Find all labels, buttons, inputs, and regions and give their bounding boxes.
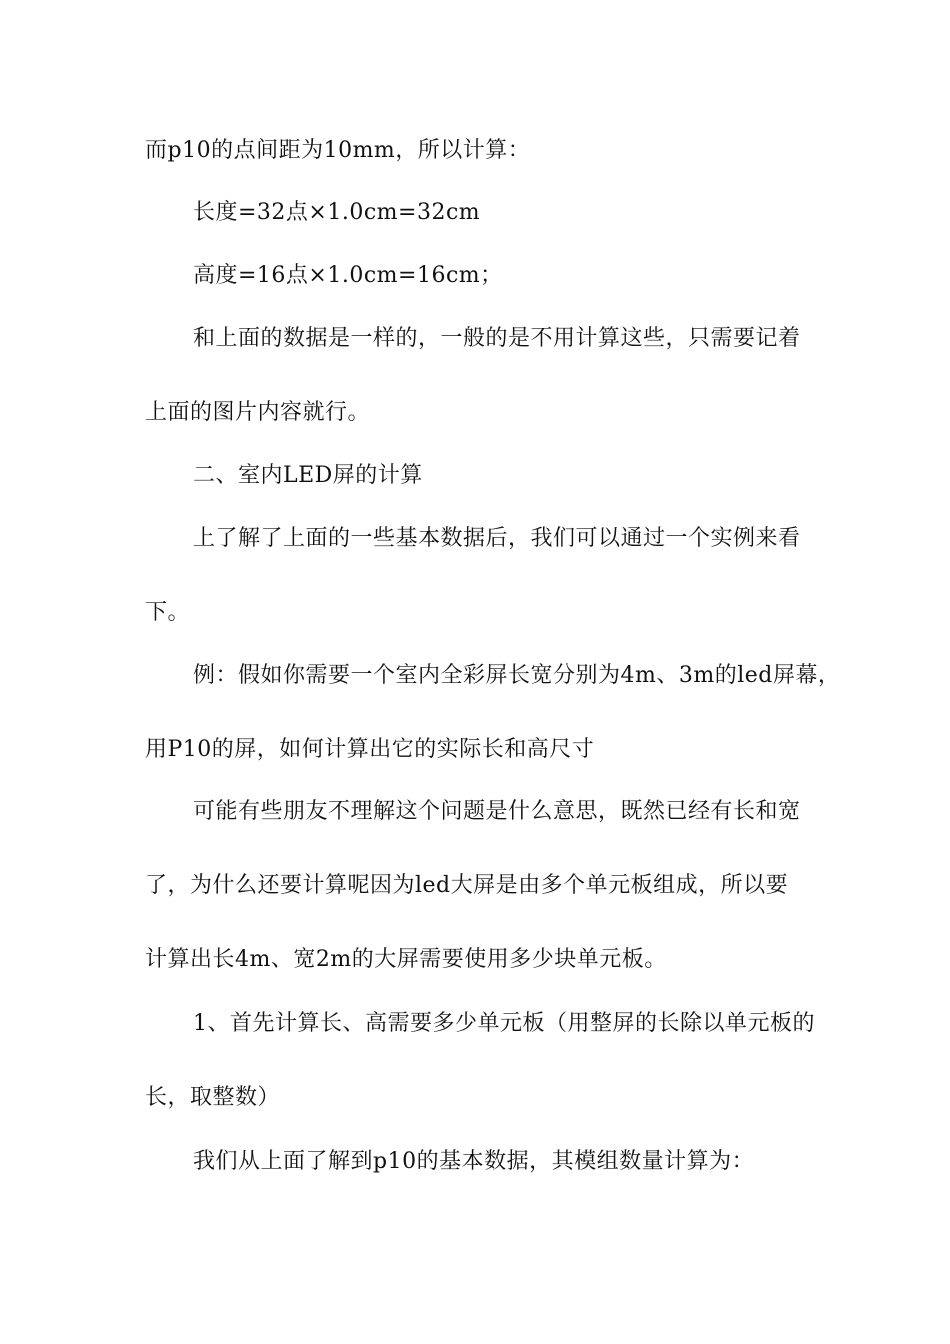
- paragraph-line: 和上面的数据是一样的，一般的是不用计算这些，只需要记着: [193, 326, 801, 351]
- paragraph-line: 下。: [145, 600, 191, 625]
- paragraph-line: 我们从上面了解到p10的基本数据，其模组数量计算为：: [193, 1149, 755, 1174]
- paragraph-line: 而p10的点间距为10mm，所以计算：: [145, 138, 531, 163]
- paragraph-line: 可能有些朋友不理解这个问题是什么意思，既然已经有长和宽: [193, 799, 801, 824]
- paragraph-line: 例：假如你需要一个室内全彩屏长宽分别为4m、3m的led屏幕，: [193, 663, 841, 688]
- paragraph-line: 计算出长4m、宽2m的大屏需要使用多少块单元板。: [145, 947, 667, 972]
- paragraph-line: 了，为什么还要计算呢因为led大屏是由多个单元板组成，所以要: [145, 873, 789, 898]
- section-heading: 二、室内LED屏的计算: [193, 463, 423, 488]
- paragraph-line: 用P10的屏，如何计算出它的实际长和高尺寸: [145, 737, 595, 762]
- formula-length: 长度=32点×1.0cm=32cm: [193, 200, 481, 225]
- paragraph-line: 上面的图片内容就行。: [145, 400, 371, 425]
- paragraph-line: 长，取整数）: [145, 1085, 281, 1110]
- paragraph-line: 1、首先计算长、高需要多少单元板（用整屏的长除以单元板的: [193, 1011, 815, 1036]
- formula-height: 高度=16点×1.0cm=16cm；: [193, 263, 503, 288]
- paragraph-line: 上了解了上面的一些基本数据后，我们可以通过一个实例来看: [193, 526, 801, 551]
